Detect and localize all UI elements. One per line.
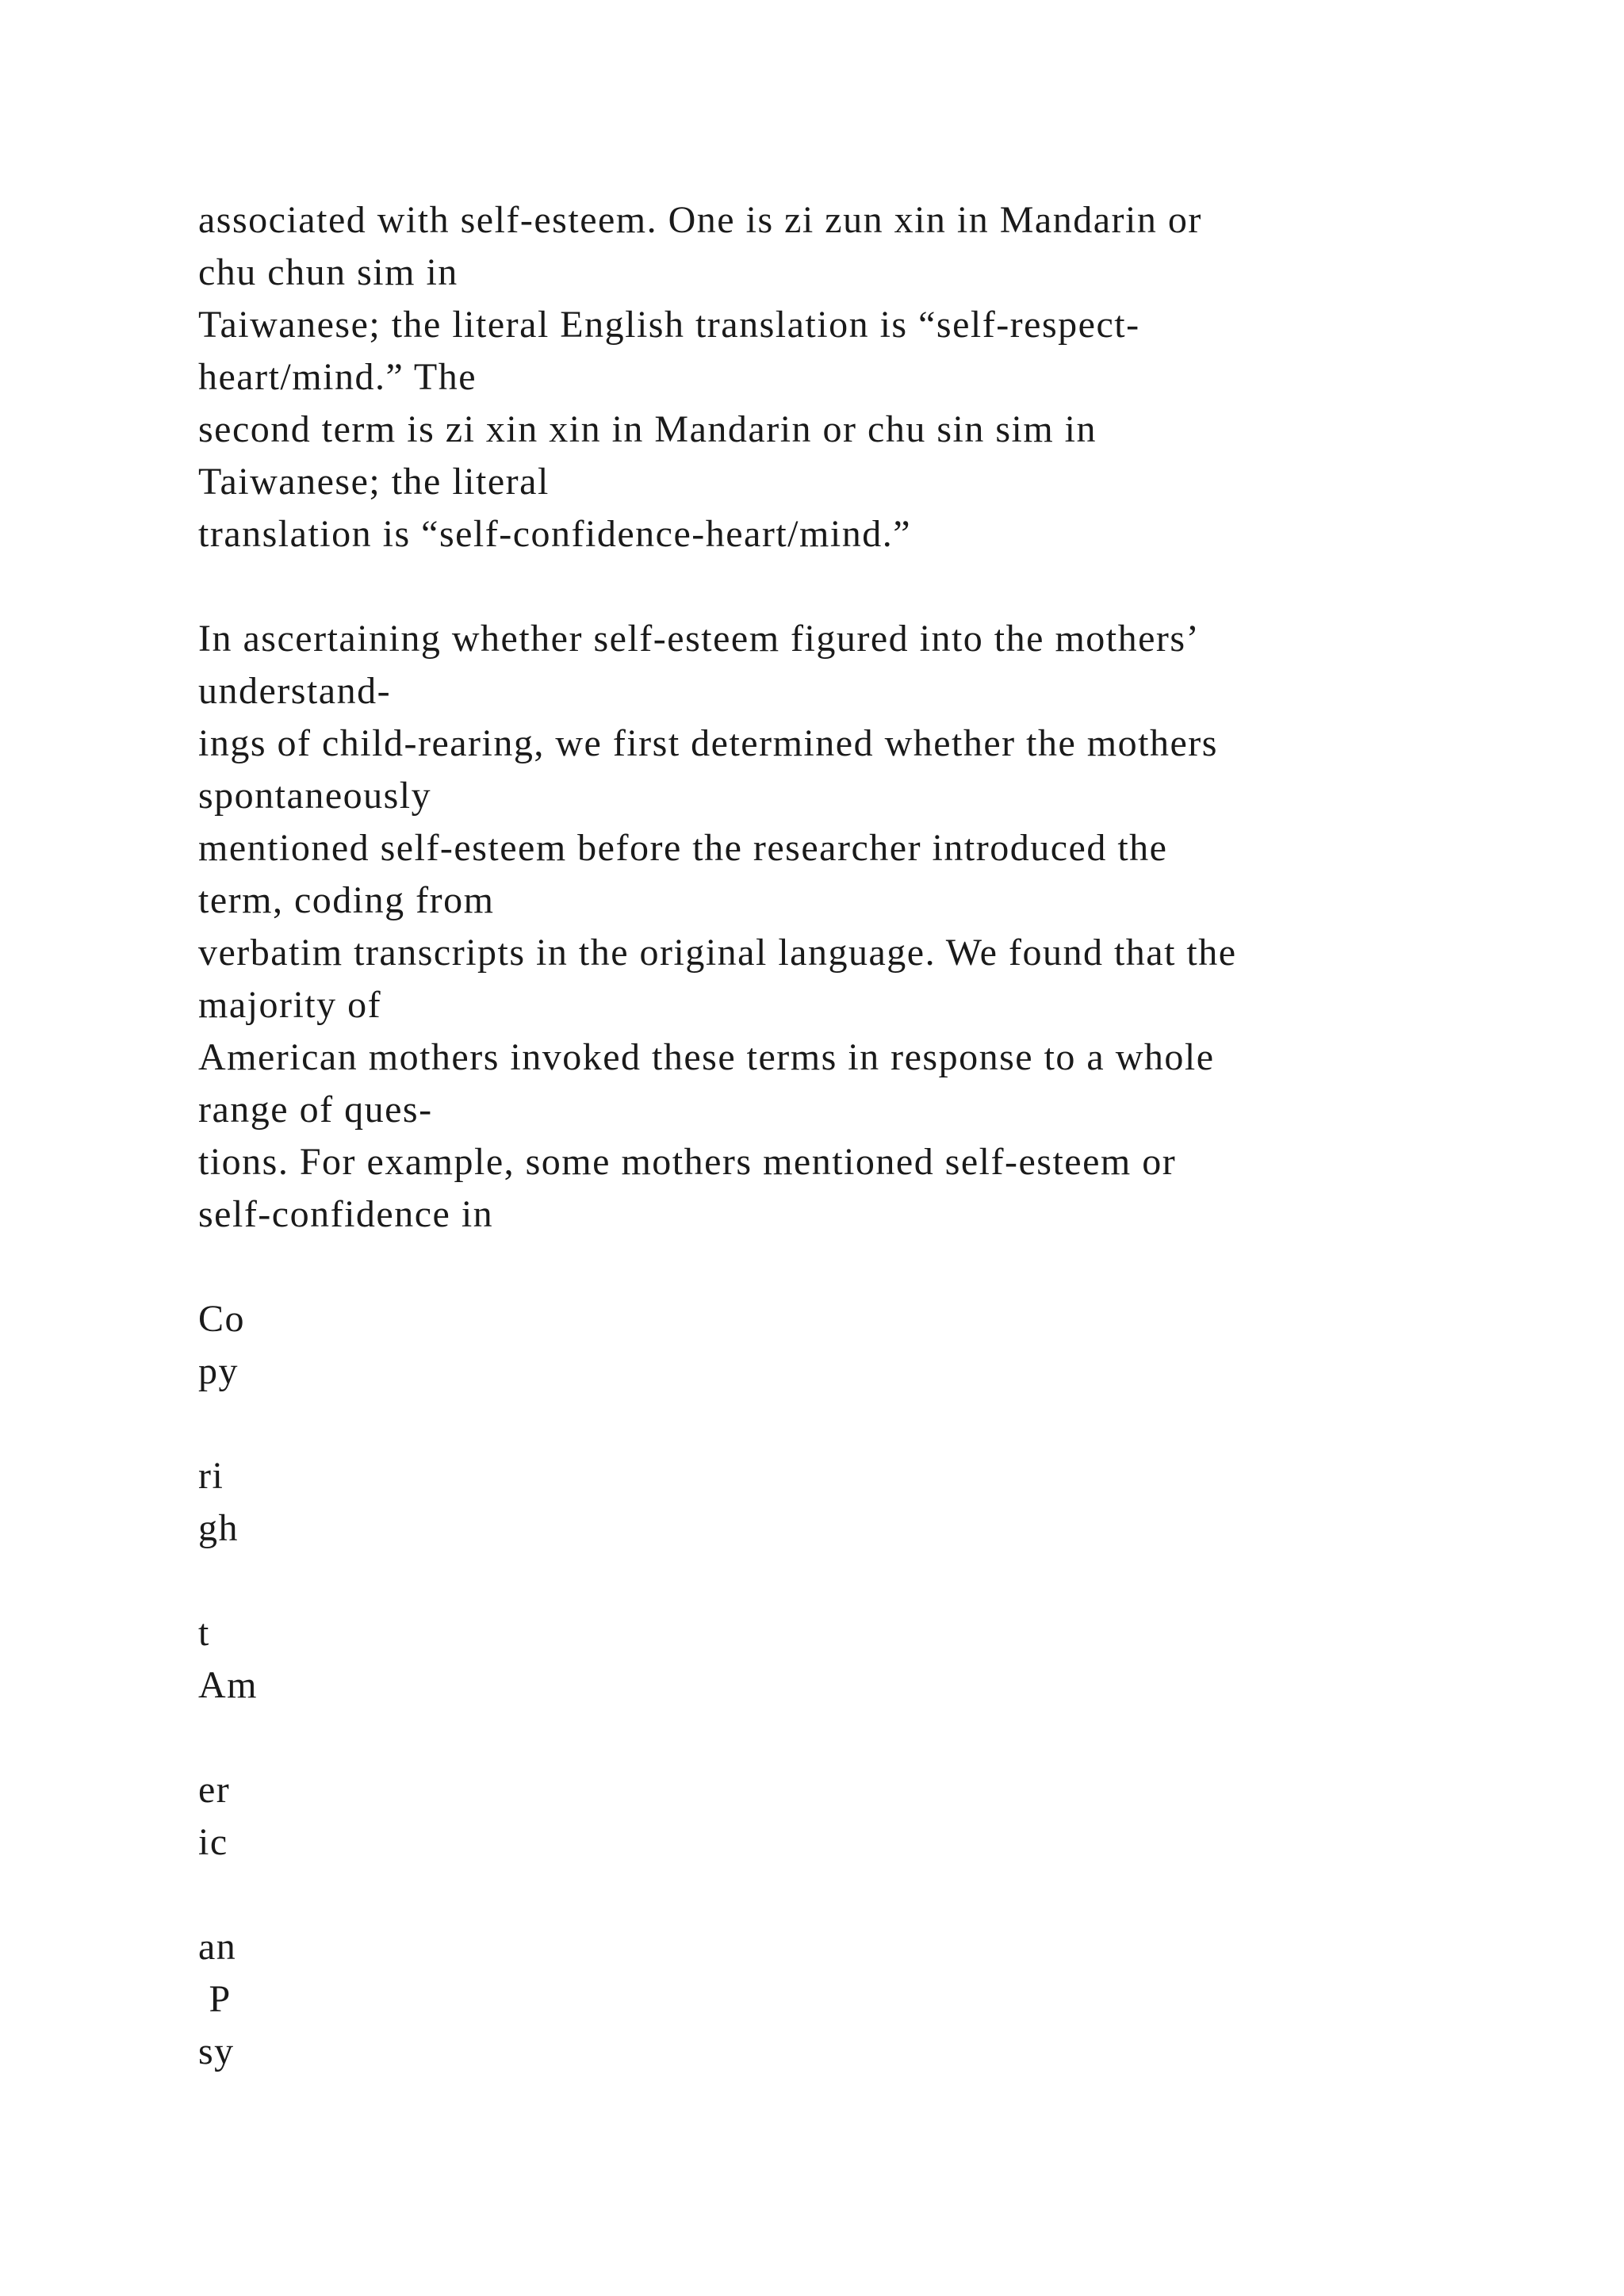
- text-line: Taiwanese; the literal English translation is “self-respect-: [198, 304, 1140, 346]
- fragment-spacer: [198, 1869, 1546, 1921]
- watermark-fragment: Am: [198, 1664, 258, 1706]
- text-line: associated with self-esteem. One is zi zun xin in Mandarin or: [198, 199, 1202, 241]
- watermark-fragment: py: [198, 1350, 239, 1392]
- paragraph-1: [198, 194, 1546, 561]
- watermark-fragment: P: [198, 1978, 232, 2020]
- text-line: range of ques-: [198, 1089, 433, 1131]
- paragraph-spacer: [198, 561, 1546, 613]
- text-line: chu chun sim in: [198, 251, 458, 293]
- paragraph-2: [198, 613, 1546, 1241]
- watermark-fragment: ic: [198, 1821, 228, 1863]
- watermark-fragment: an: [198, 1926, 237, 1968]
- fragment-spacer: [198, 1712, 1546, 1764]
- watermark-fragment: gh: [198, 1507, 239, 1549]
- text-line: Taiwanese; the literal: [198, 461, 550, 503]
- text-line: majority of: [198, 984, 382, 1026]
- fragment-spacer: [198, 1555, 1546, 1607]
- document-text: [198, 194, 1546, 2078]
- text-line: heart/mind.” The: [198, 356, 477, 398]
- text-line: translation is “self-confidence-heart/mind.”: [198, 513, 911, 555]
- text-line: self-confidence in: [198, 1193, 494, 1235]
- text-line: verbatim transcripts in the original language. We found that the: [198, 932, 1237, 974]
- text-line: mentioned self-esteem before the researcher introduced the: [198, 827, 1168, 869]
- watermark-fragment: sy: [198, 2030, 235, 2072]
- text-line: ings of child-rearing, we first determined whether the mothers: [198, 722, 1218, 764]
- watermark-fragment: er: [198, 1769, 231, 1811]
- text-line: term, coding from: [198, 879, 495, 921]
- watermark-fragment: t: [198, 1612, 210, 1654]
- text-line: second term is zi xin xin in Mandarin or chu sin sim in: [198, 408, 1097, 450]
- fragment-spacer: [198, 1398, 1546, 1450]
- text-line: understand-: [198, 670, 392, 712]
- text-line: In ascertaining whether self-esteem figured into the mothers’: [198, 618, 1201, 660]
- watermark-fragment: Co: [198, 1298, 246, 1340]
- watermark-fragments: [198, 1293, 1546, 2078]
- text-line: spontaneously: [198, 775, 432, 817]
- text-line: tions. For example, some mothers mentioned self-esteem or: [198, 1141, 1177, 1183]
- watermark-fragment: ri: [198, 1455, 224, 1497]
- paragraph-spacer: [198, 1241, 1546, 1293]
- text-line: American mothers invoked these terms in response to a whole: [198, 1036, 1215, 1078]
